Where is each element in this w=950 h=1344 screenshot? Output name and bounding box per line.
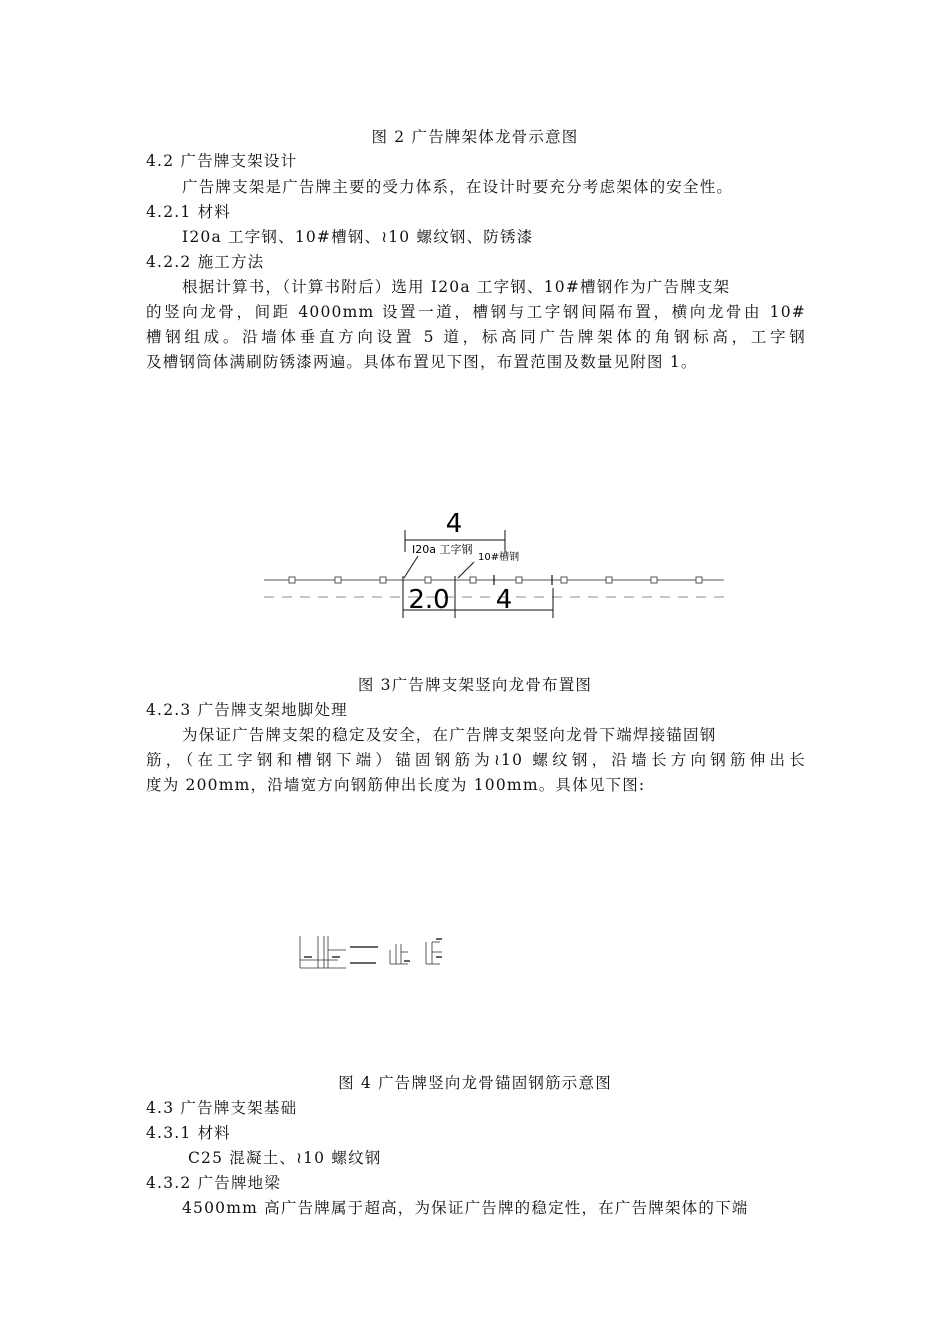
paragraph-4-2-3-line: 度为 200mm，沿墙宽方向钢筋伸出长度为 100mm。具体见下图: bbox=[146, 776, 646, 794]
section-heading-4-2-1: 4.2.1 材料 bbox=[146, 203, 231, 221]
paragraph-4-2-2-line: 根据计算书，（计算书附后）选用 I20a 工字钢、10#槽钢作为广告牌支架 bbox=[182, 278, 731, 296]
figure-3-diagram bbox=[250, 500, 740, 630]
section-heading-4-2: 4.2 广告牌支架设计 bbox=[146, 152, 298, 170]
paragraph-4-2-2-line: 及槽钢筒体满刷防锈漆两遍。具体布置见下图，布置范围及数量见附图 1。 bbox=[146, 353, 698, 371]
bottom-left-dimension-label: 2.0 bbox=[408, 585, 450, 615]
figure-4-caption: 图 4 广告牌竖向龙骨锚固钢筋示意图 bbox=[338, 1074, 612, 1092]
channel-steel-label: 10#槽钢 bbox=[478, 552, 520, 563]
paragraph-4-3-2: 4500mm 高广告牌属于超高，为保证广告牌的稳定性，在广告牌架体的下端 bbox=[182, 1199, 749, 1217]
figure-2-caption: 图 2 广告牌架体龙骨示意图 bbox=[371, 128, 579, 146]
section-heading-4-3-2: 4.3.2 广告牌地梁 bbox=[146, 1174, 282, 1192]
section-heading-4-2-2: 4.2.2 施工方法 bbox=[146, 253, 265, 271]
section-heading-4-2-3: 4.2.3 广告牌支架地脚处理 bbox=[146, 701, 348, 719]
paragraph-4-2-2-line: 槽钢组成。沿墙体垂直方向设置 5 道，标高同广告牌架体的角钢标高，工字钢 bbox=[146, 328, 806, 346]
paragraph-4-2-1: I20a 工字钢、10#槽钢、≀10 螺纹钢、防锈漆 bbox=[182, 228, 534, 246]
section-heading-4-3-1: 4.3.1 材料 bbox=[146, 1124, 231, 1142]
paragraph-4-2: 广告牌支架是广告牌主要的受力体系，在设计时要充分考虑架体的安全性。 bbox=[182, 178, 734, 196]
figure-3-caption: 图 3广告牌支架竖向龙骨布置图 bbox=[357, 676, 593, 694]
bottom-right-dimension-label: 4 bbox=[495, 585, 513, 615]
figure-4-diagram bbox=[298, 930, 458, 972]
paragraph-4-2-2-line: 的竖向龙骨，间距 4000mm 设置一道，槽钢与工字钢间隔布置，横向龙骨由 10# bbox=[146, 303, 806, 321]
paragraph-4-3-1: C25 混凝土、≀10 螺纹钢 bbox=[188, 1149, 382, 1167]
top-dimension-label: 4 bbox=[445, 509, 463, 539]
section-heading-4-3: 4.3 广告牌支架基础 bbox=[146, 1099, 298, 1117]
paragraph-4-2-3-line: 为保证广告牌支架的稳定及安全，在广告牌支架竖向龙骨下端焊接锚固钢 bbox=[182, 726, 717, 744]
i-beam-label: I20a 工字钢 bbox=[412, 543, 473, 556]
paragraph-4-2-3-line: 筋，（在工字钢和槽钢下端）锚固钢筋为≀10 螺纹钢，沿墙长方向钢筋伸出长 bbox=[146, 751, 806, 769]
